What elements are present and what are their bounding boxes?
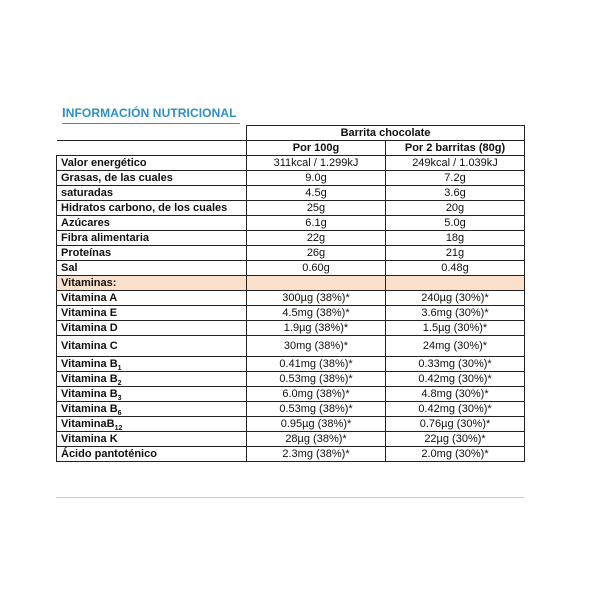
- vitamin-label: [57, 447, 247, 462]
- vitamin-value-per-2-bars: 240µg (30%)*: [386, 291, 525, 306]
- value-per-100g: 26g: [247, 246, 386, 261]
- value-per-2-bars: 5.0g: [386, 216, 525, 231]
- vitamin-value-per-2-bars: 0.76µg (30%)*: [386, 417, 525, 432]
- vitamin-name: Vitamina K: [61, 433, 118, 445]
- vitamin-value-per-2-bars: 24mg (30%)*: [386, 336, 525, 357]
- value-per-100g: 25g: [247, 201, 386, 216]
- nutrition-title: [62, 105, 237, 120]
- nutrient-row: [57, 201, 525, 216]
- value-per-2-bars: 0.48g: [386, 261, 525, 276]
- vitamin-subscript: 6: [117, 410, 122, 417]
- vitamin-label: [57, 432, 247, 447]
- vitamin-label: [57, 402, 247, 417]
- nutrient-row: [57, 231, 525, 246]
- vitamin-row: [57, 357, 525, 372]
- vitamin-value-per-100g: 0.53mg (38%)*: [247, 402, 386, 417]
- vitamin-name: Vitamina E: [61, 307, 118, 319]
- vitamin-label: [57, 291, 247, 306]
- nutrient-label: saturadas: [57, 186, 247, 201]
- vitamin-name: Ácido pantoténico: [61, 448, 157, 460]
- title-initial: I: [62, 105, 66, 120]
- value-per-2-bars: 18g: [386, 231, 525, 246]
- header-columns-row: [57, 141, 525, 156]
- vitamin-value-per-2-bars: 1.5µg (30%)*: [386, 321, 525, 336]
- vitamin-name: Vitamina C: [61, 340, 118, 352]
- column-header-per-2-bars: Por 2 barritas (80g): [386, 141, 525, 156]
- vitamin-value-per-100g: 300µg (38%)*: [247, 291, 386, 306]
- vitamin-label: [57, 357, 247, 372]
- vitamin-label: [57, 321, 247, 336]
- title-underline: [62, 123, 240, 124]
- vitamin-value-per-100g: 1.9µg (38%)*: [247, 321, 386, 336]
- vitamin-label: [57, 372, 247, 387]
- vitamins-header-empty-2: [386, 276, 525, 291]
- value-per-100g: 4.5g: [247, 186, 386, 201]
- value-per-100g: 9.0g: [247, 171, 386, 186]
- bottom-divider: [56, 497, 524, 498]
- nutrient-row: [57, 171, 525, 186]
- vitamin-name: Vitamina B: [61, 373, 118, 385]
- product-name-cell: Barrita chocolate: [247, 126, 525, 141]
- empty-header-cell: [57, 141, 247, 156]
- vitamin-label: [57, 417, 247, 432]
- value-per-2-bars: 7.2g: [386, 171, 525, 186]
- vitamin-name: Vitamina D: [61, 322, 118, 334]
- vitamin-label: [57, 306, 247, 321]
- vitamin-value-per-100g: 0.53mg (38%)*: [247, 372, 386, 387]
- nutrient-label: Valor energético: [57, 156, 247, 171]
- nutrient-row: [57, 156, 525, 171]
- value-per-2-bars: 3.6g: [386, 186, 525, 201]
- nutrient-row: [57, 261, 525, 276]
- nutrient-row: [57, 186, 525, 201]
- vitamin-value-per-2-bars: 2.0mg (30%)*: [386, 447, 525, 462]
- vitamin-value-per-100g: 0.41mg (38%)*: [247, 357, 386, 372]
- nutrient-label: Fibra alimentaria: [57, 231, 247, 246]
- empty-corner-cell: [57, 126, 247, 141]
- vitamin-value-per-100g: 30mg (38%)*: [247, 336, 386, 357]
- vitamin-value-per-2-bars: 0.42mg (30%)*: [386, 402, 525, 417]
- nutrient-row: [57, 246, 525, 261]
- vitamin-value-per-2-bars: 0.33mg (30%)*: [386, 357, 525, 372]
- vitamin-subscript: 2: [117, 380, 122, 387]
- vitamin-row: [57, 387, 525, 402]
- nutrient-label: Sal: [57, 261, 247, 276]
- nutrient-label: Azúcares: [57, 216, 247, 231]
- vitamins-header-empty-1: [247, 276, 386, 291]
- vitamin-label: [57, 387, 247, 402]
- vitamin-name: Vitamina A: [61, 292, 118, 304]
- vitamin-subscript: 3: [117, 395, 122, 402]
- nutrient-label: Proteínas: [57, 246, 247, 261]
- vitamins-header: Vitaminas:: [57, 276, 247, 291]
- value-per-2-bars: 20g: [386, 201, 525, 216]
- vitamin-subscript: 12: [114, 425, 123, 432]
- column-header-per-100g: Por 100g: [247, 141, 386, 156]
- vitamin-value-per-100g: 6.0mg (38%)*: [247, 387, 386, 402]
- value-per-2-bars: 21g: [386, 246, 525, 261]
- value-per-2-bars: 249kcal / 1.039kJ: [386, 156, 525, 171]
- vitamin-row: [57, 321, 525, 336]
- vitamin-value-per-2-bars: 3.6mg (30%)*: [386, 306, 525, 321]
- header-product-row: [57, 126, 525, 141]
- vitamin-row: [57, 291, 525, 306]
- vitamin-label: [57, 336, 247, 357]
- nutrition-table: [56, 125, 525, 462]
- vitamin-row: [57, 306, 525, 321]
- vitamin-value-per-2-bars: 22µg (30%)*: [386, 432, 525, 447]
- value-per-100g: 6.1g: [247, 216, 386, 231]
- vitamin-value-per-2-bars: 4.8mg (30%)*: [386, 387, 525, 402]
- vitamin-value-per-100g: 2.3mg (38%)*: [247, 447, 386, 462]
- value-per-100g: 311kcal / 1.299kJ: [247, 156, 386, 171]
- vitamin-value-per-100g: 0.95µg (38%)*: [247, 417, 386, 432]
- vitamins-header-row: [57, 276, 525, 291]
- vitamin-value-per-100g: 28µg (38%)*: [247, 432, 386, 447]
- vitamin-row: [57, 336, 525, 357]
- nutrient-label: Hidratos carbono, de los cuales: [57, 201, 247, 216]
- vitamin-name: VitaminaB: [61, 418, 115, 430]
- vitamin-subscript: 1: [117, 365, 122, 372]
- value-per-100g: 22g: [247, 231, 386, 246]
- vitamin-row: [57, 402, 525, 417]
- nutrient-row: [57, 216, 525, 231]
- vitamin-value-per-2-bars: 0.42mg (30%)*: [386, 372, 525, 387]
- title-rest: NFORMACIÓN NUTRICIONAL: [65, 106, 237, 120]
- nutrient-label: Grasas, de las cuales: [57, 171, 247, 186]
- vitamin-row: [57, 372, 525, 387]
- vitamin-row: [57, 417, 525, 432]
- value-per-100g: 0.60g: [247, 261, 386, 276]
- vitamin-name: Vitamina B: [61, 403, 118, 415]
- vitamin-row: [57, 432, 525, 447]
- vitamin-value-per-100g: 4.5mg (38%)*: [247, 306, 386, 321]
- vitamin-name: Vitamina B: [61, 388, 118, 400]
- vitamin-row: [57, 447, 525, 462]
- vitamin-name: Vitamina B: [61, 358, 118, 370]
